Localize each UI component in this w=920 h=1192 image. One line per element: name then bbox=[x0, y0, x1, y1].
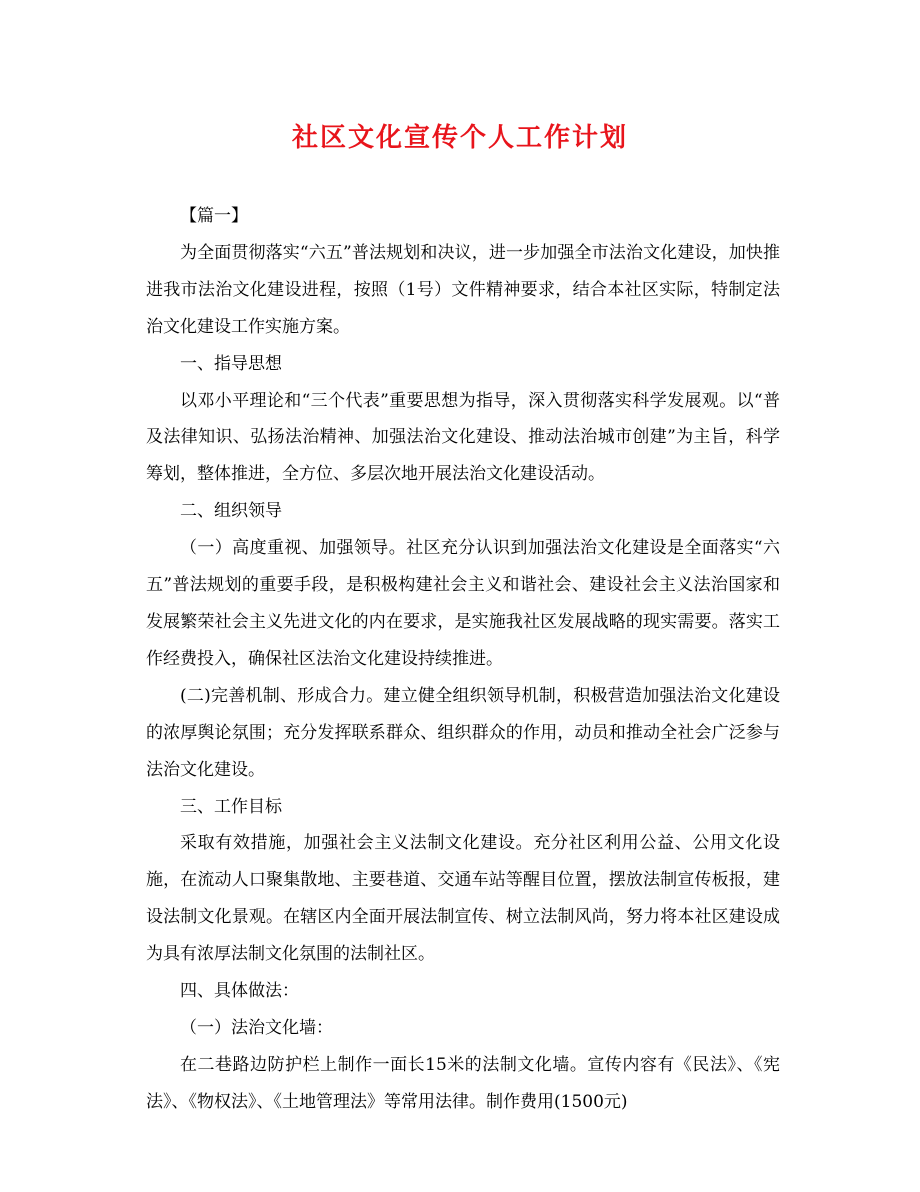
document-title: 社区文化宣传个人工作计划 bbox=[291, 123, 628, 153]
paragraph: （一）高度重视、加强领导。社区充分认识到加强法治文化建设是全面落实“六五”普法规划的重要手段，是积极构建社会主义和谐社会、建设社会主义法治国家和发展繁荣社会主义先进文化的内在要求，是实施我社区发展战略的现实需要。落实工作经费投入，确保社区法治文化建设持续推进。 bbox=[146, 538, 780, 669]
subsection-heading: （一）法治文化墙： bbox=[180, 1017, 333, 1038]
paragraph: 以邓小平理论和“三个代表”重要思想为指导，深入贯彻落实科学发展观。以“普及法律知识、弘扬法治精神、加强法治文化建设、推动法治城市创建”为主旨，科学筹划，整体推进，全方位、多层次地开展法治文化建设活动。 bbox=[146, 390, 780, 485]
paragraph: (二)完善机制、形成合力。建立健全组织领导机制，积极营造加强法治文化建设的浓厚舆论氛围；充分发挥联系群众、组织群众的作用，动员和推动全社会广泛参与法治文化建设。 bbox=[146, 685, 780, 780]
paragraph: 在二巷路边防护栏上制作一面长15米的法制文化墙。宣传内容有《民法》、《宪法》、《物权法》、《土地管理法》等常用法律。制作费用(1500元) bbox=[146, 1054, 780, 1112]
section-heading: 四、具体做法： bbox=[180, 981, 299, 1002]
section-heading: 一、指导思想 bbox=[180, 353, 282, 374]
section-heading: 三、工作目标 bbox=[180, 796, 282, 817]
section-heading: 二、组织领导 bbox=[180, 501, 282, 522]
paragraph: 采取有效措施，加强社会主义法制文化建设。充分社区利用公益、公用文化设施，在流动人口聚集散地、主要巷道、交通车站等醒目位置，摆放法制宣传板报，建设法制文化景观。在辖区内全面开展法制宣传、树立法制风尚，努力将本社区建设成为具有浓厚法制文化氛围的法制社区。 bbox=[146, 833, 780, 965]
paragraph: 为全面贯彻落实“六五”普法规划和决议，进一步加强全市法治文化建设，加快推进我市法治文化建设进程，按照（1号）文件精神要求，结合本社区实际，特制定法治文化建设工作实施方案。 bbox=[146, 242, 780, 337]
chapter-heading: 【篇一】 bbox=[180, 206, 248, 226]
document-body bbox=[146, 198, 780, 1121]
